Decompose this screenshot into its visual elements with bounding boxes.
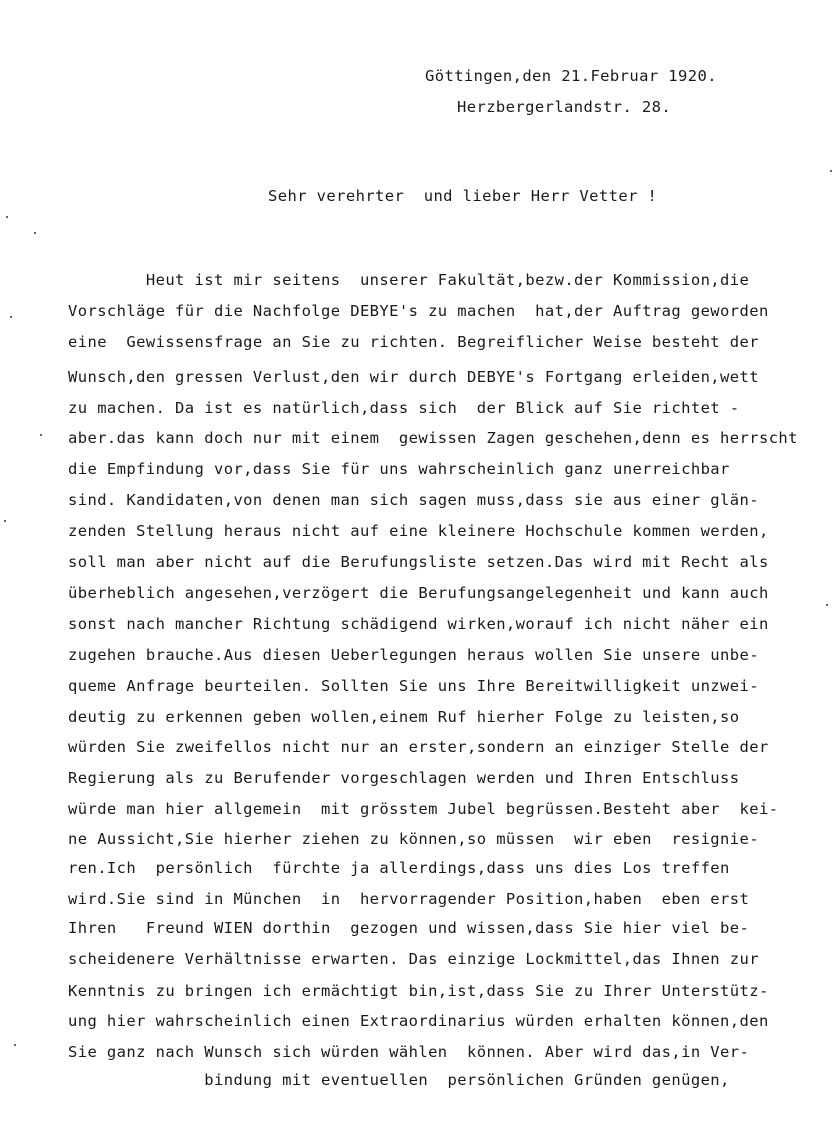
body-line: eine Gewissensfrage an Sie zu richten. Begreiflicher Weise besteht der (68, 333, 759, 351)
body-line: Vorschläge für die Nachfolge DEBYE's zu machen hat,der Auftrag geworden (68, 302, 769, 320)
body-line: deutig zu erkennen geben wollen,einem Ruf hierher Folge zu leisten,so (68, 708, 740, 726)
salutation: Sehr verehrter und lieber Herr Vetter ! (268, 187, 658, 205)
body-line: zugehen brauche.Aus diesen Ueberlegungen heraus wollen Sie unsere unbe- (68, 646, 759, 664)
body-line: aber.das kann doch nur mit einem gewissen Zagen geschehen,denn es herrscht (68, 429, 798, 447)
body-line: Heut ist mir seitens unserer Fakultät,bezw.der Kommission,die (68, 271, 750, 289)
body-line: sind. Kandidaten,von denen man sich sagen muss,dass sie aus einer glän- (68, 491, 759, 509)
scan-speck (34, 232, 36, 234)
body-line: wird.Sie sind in München in hervorragender Position,haben eben erst (68, 890, 750, 908)
body-line: zu machen. Da ist es natürlich,dass sich der Blick auf Sie richtet - (68, 399, 740, 417)
body-line: ren.Ich persönlich fürchte ja allerdings,dass uns dies Los treffen (68, 859, 730, 877)
body-line: Sie ganz nach Wunsch sich würden wählen können. Aber wird das,in Ver- (68, 1043, 750, 1061)
scan-speck (4, 520, 6, 522)
body-line: Regierung als zu Berufender vorgeschlagen werden und Ihren Entschluss (68, 769, 740, 787)
scan-speck (10, 316, 12, 318)
body-line: queme Anfrage beurteilen. Sollten Sie uns Ihre Bereitwilligkeit unzwei- (68, 677, 759, 695)
body-line: ung hier wahrscheinlich einen Extraordinarius würden erhalten können,den (68, 1012, 769, 1030)
body-line: Ihren Freund WIEN dorthin gezogen und wissen,dass Sie hier viel be- (68, 919, 750, 937)
body-line: bindung mit eventuellen persönlichen Gründen genügen, (68, 1071, 730, 1089)
body-line: die Empfindung vor,dass Sie für uns wahrscheinlich ganz unerreichbar (68, 460, 730, 478)
body-line: sonst nach mancher Richtung schädigend wirken,worauf ich nicht näher ein (68, 615, 769, 633)
body-line: würden Sie zweifellos nicht nur an erster,sondern an einziger Stelle der (68, 738, 769, 756)
body-line: Wunsch,den gressen Verlust,den wir durch DEBYE's Fortgang erleiden,wett (68, 368, 759, 386)
scan-speck (40, 434, 42, 436)
body-line: überheblich angesehen,verzögert die Berufungsangelegenheit und kann auch (68, 584, 769, 602)
body-line: würde man hier allgemein mit grösstem Jubel begrüssen.Besteht aber kei- (68, 800, 779, 818)
scan-speck (826, 604, 828, 606)
scan-speck (14, 1044, 16, 1046)
body-line: soll man aber nicht auf die Berufungsliste setzen.Das wird mit Recht als (68, 553, 769, 571)
body-line: ne Aussicht,Sie hierher ziehen zu können,so müssen wir eben resignie- (68, 830, 759, 848)
address-line: Herzbergerlandstr. 28. (457, 98, 672, 116)
body-line: Kenntnis zu bringen ich ermächtigt bin,ist,dass Sie zu Ihrer Unterstütz- (68, 982, 769, 1000)
body-line: zenden Stellung heraus nicht auf eine kleinere Hochschule kommen werden, (68, 522, 769, 540)
scan-speck (6, 216, 8, 218)
body-line: scheidenere Verhältnisse erwarten. Das einzige Lockmittel,das Ihnen zur (68, 950, 759, 968)
scan-speck (830, 170, 832, 172)
place-date-line: Göttingen,den 21.Februar 1920. (425, 67, 717, 85)
